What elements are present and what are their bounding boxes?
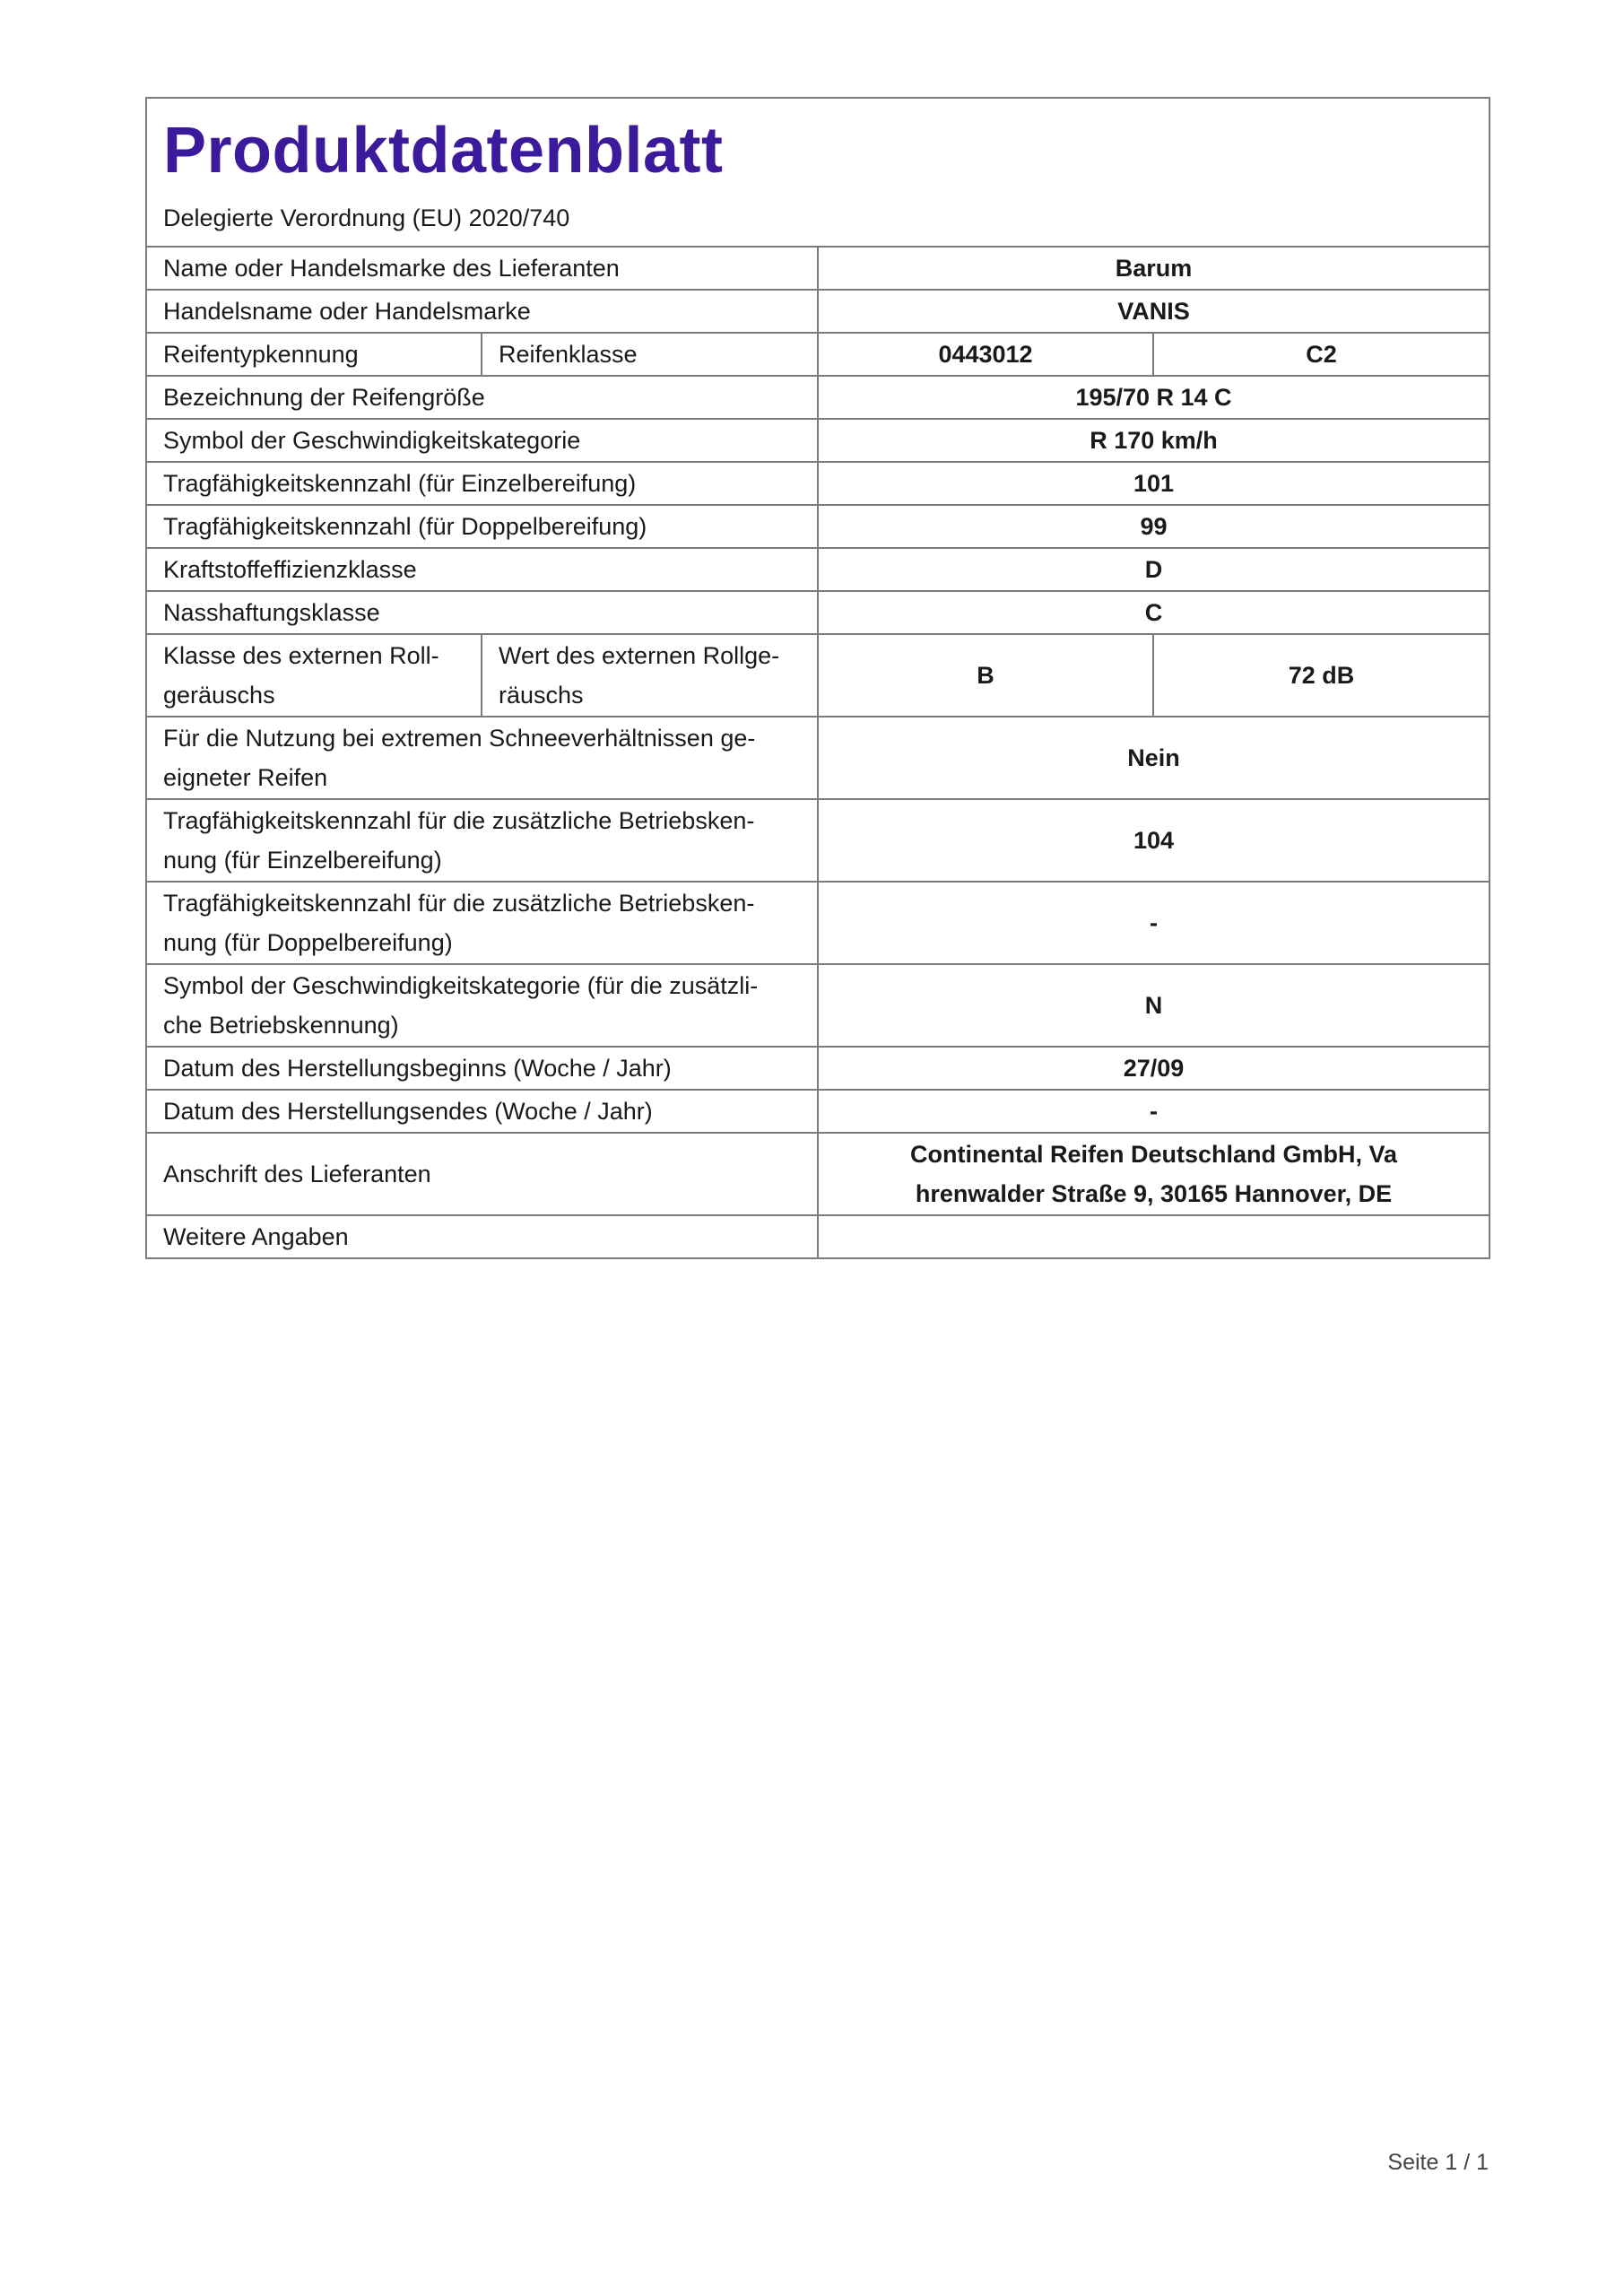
row-value: B — [818, 634, 1153, 717]
row-label — [146, 882, 818, 964]
row-label — [146, 964, 818, 1047]
row-value: 104 — [818, 799, 1489, 882]
row-label: Weitere Angaben — [146, 1215, 818, 1258]
row-value — [818, 1215, 1489, 1258]
label-line: Für die Nutzung bei extremen Schneeverhältnissen ge- — [163, 725, 756, 752]
label-line: räuschs — [499, 682, 584, 709]
row-label: Datum des Herstellungsbeginns (Woche / Jahr) — [146, 1047, 818, 1090]
row-value: D — [818, 548, 1489, 591]
label-line: nung (für Doppelbereifung) — [163, 929, 453, 956]
row-value: 101 — [818, 462, 1489, 505]
product-data-sheet-table — [145, 97, 1490, 1259]
row-value: - — [818, 1090, 1489, 1133]
table-row — [146, 462, 1489, 505]
regulation-subtitle: Delegierte Verordnung (EU) 2020/740 — [163, 204, 570, 231]
row-value: 72 dB — [1153, 634, 1489, 717]
label-line: Tragfähigkeitskennzahl für die zusätzliche Betriebsken- — [163, 890, 755, 917]
row-value: R 170 km/h — [818, 419, 1489, 462]
row-label: Tragfähigkeitskennzahl (für Einzelbereifung) — [146, 462, 818, 505]
address-line: Continental Reifen Deutschland GmbH, Va — [909, 1141, 1398, 1168]
row-value: VANIS — [818, 290, 1489, 333]
sheet-header — [146, 98, 1489, 247]
row-label: Reifentypkennung — [146, 333, 482, 376]
label-line: Tragfähigkeitskennzahl für die zusätzliche Betriebsken- — [163, 807, 755, 834]
table-row — [146, 591, 1489, 634]
label-line: eigneter Reifen — [163, 764, 328, 791]
table-row — [146, 882, 1489, 964]
row-label: Reifenklasse — [482, 333, 818, 376]
label-line: Klasse des externen Roll- — [163, 642, 439, 669]
table-row — [146, 1133, 1489, 1215]
table-row — [146, 548, 1489, 591]
row-value: C2 — [1153, 333, 1489, 376]
row-value: 99 — [818, 505, 1489, 548]
table-row — [146, 717, 1489, 799]
row-label: Datum des Herstellungsendes (Woche / Jahr) — [146, 1090, 818, 1133]
row-value: C — [818, 591, 1489, 634]
table-row — [146, 1090, 1489, 1133]
table-row — [146, 505, 1489, 548]
address-line: hrenwalder Straße 9, 30165 Hannover, DE — [915, 1180, 1393, 1207]
table-row — [146, 1215, 1489, 1258]
row-value: Barum — [818, 247, 1489, 290]
row-label — [146, 717, 818, 799]
row-label: Tragfähigkeitskennzahl (für Doppelbereifung) — [146, 505, 818, 548]
table-row — [146, 247, 1489, 290]
label-line: Wert des externen Rollge- — [499, 642, 780, 669]
table-row — [146, 376, 1489, 419]
table-row — [146, 419, 1489, 462]
row-label: Name oder Handelsmarke des Lieferanten — [146, 247, 818, 290]
row-value: 195/70 R 14 C — [818, 376, 1489, 419]
row-label: Symbol der Geschwindigkeitskategorie — [146, 419, 818, 462]
label-line: Symbol der Geschwindigkeitskategorie (für die zusätzli- — [163, 972, 759, 999]
page-number: Seite 1 / 1 — [1387, 2150, 1489, 2175]
table-row — [146, 333, 1489, 376]
row-label — [482, 634, 818, 717]
row-label: Bezeichnung der Reifengröße — [146, 376, 818, 419]
row-value: - — [818, 882, 1489, 964]
label-line: che Betriebskennung) — [163, 1012, 399, 1039]
row-value: 0443012 — [818, 333, 1153, 376]
label-line: geräuschs — [163, 682, 275, 709]
table-row — [146, 964, 1489, 1047]
row-label — [146, 799, 818, 882]
row-value: 27/09 — [818, 1047, 1489, 1090]
row-label: Handelsname oder Handelsmarke — [146, 290, 818, 333]
table-row — [146, 799, 1489, 882]
table-row — [146, 1047, 1489, 1090]
row-value: N — [818, 964, 1489, 1047]
label-line: nung (für Einzelbereifung) — [163, 847, 442, 874]
table-row — [146, 634, 1489, 717]
page-title: Produktdatenblatt — [163, 115, 724, 187]
row-label: Kraftstoffeffizienzklasse — [146, 548, 818, 591]
row-label: Anschrift des Lieferanten — [146, 1133, 818, 1215]
row-value — [818, 1133, 1489, 1215]
table-row — [146, 290, 1489, 333]
row-value: Nein — [818, 717, 1489, 799]
row-label: Nasshaftungsklasse — [146, 591, 818, 634]
row-label — [146, 634, 482, 717]
